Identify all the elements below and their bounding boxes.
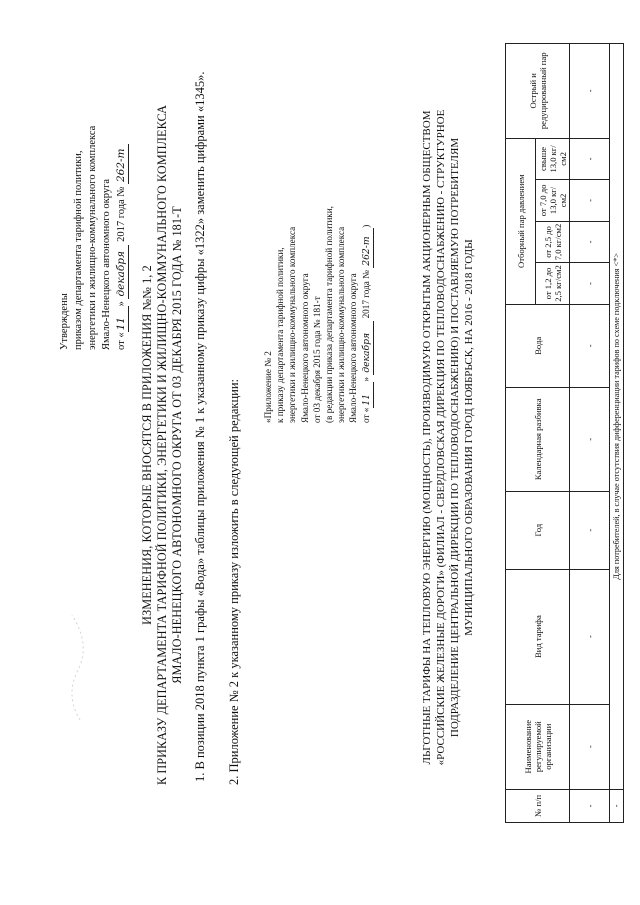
approval-month-handwritten: декабря: [114, 245, 129, 299]
appendix-line: энергетики и жилищно-коммунального комплекса: [336, 226, 347, 423]
subheader-steam: от 2,5 до 7,0 кг/см2: [536, 221, 570, 263]
paragraph-two: 2. Приложение № 2 к указанному приказу изложить в следующей редакции:: [227, 379, 241, 785]
tariff-title-line: ЛЬГОТНЫЕ ТАРИФЫ НА ТЕПЛОВУЮ ЭНЕРГИЮ (МОЩНОСТЬ), ПРОИЗВОДИМУЮ ОТКРЫТЫМ АКЦИОНЕРНЫМ ОБЩЕСТВОМ: [421, 110, 433, 765]
header-num: № п/п: [506, 789, 570, 822]
appendix-date-handwritten: 11: [361, 382, 374, 408]
approval-block: [58, 50, 129, 350]
header-tariff-type: Вид тарифа: [506, 569, 570, 704]
appendix-line: от 03 декабря 2015 года № 181-т: [311, 296, 322, 423]
table-cell: -: [570, 569, 610, 704]
appendix-month-handwritten: декабря: [361, 321, 374, 375]
header-calendar: Календарная разбивка: [506, 387, 570, 491]
appendix-number-handwritten: 262-т: [361, 228, 374, 268]
appendix-mid: »: [360, 374, 371, 382]
appendix-date-line: [360, 93, 374, 423]
table-cell: -: [570, 789, 610, 822]
table-cell: -: [570, 263, 610, 305]
paragraph-one: 1. В позиции 2018 пункта 1 графы «Вода» таблицы приложения № 1 к указанному приказу цифры «1322» заменить цифрами «1345».: [193, 71, 207, 782]
table-cell: -: [570, 44, 610, 139]
appendix-close: ): [360, 224, 371, 228]
appendix-line: (в редакции приказа департамента тарифной политики,: [324, 206, 335, 423]
approval-line: Ямало-Ненецкого автономного округа: [101, 178, 112, 350]
approval-date-handwritten: 11: [114, 306, 129, 332]
approval-year: 2017 года №: [116, 184, 127, 245]
subheader-steam: свыше 13,0 кг/см2: [536, 138, 570, 180]
approval-mid: »: [116, 298, 127, 307]
tariff-title-line: МУНИЦИПАЛЬНОГО ОБРАЗОВАНИЯ ГОРОД НОЯБРЬСК, НА 2016 - 2018 ГОДЫ: [463, 239, 475, 636]
faint-stamp-trace: [60, 605, 90, 725]
table-cell: -: [570, 138, 610, 180]
appendix-line: Ямало-Ненецкого автономного округа: [348, 273, 359, 423]
table-cell: -: [570, 491, 610, 569]
appendix-year: 2017 года №: [360, 267, 371, 321]
subheader-steam: от 1,2 до 2,5 кг/см2: [536, 263, 570, 305]
footnote-num: -: [610, 789, 624, 822]
footnote-text: Для потребителей, в случае отсутствия дифференциации тарифов по схеме подключения <*>: [610, 44, 624, 790]
heading-line: К ПРИКАЗУ ДЕПАРТАМЕНТА ТАРИФНОЙ ПОЛИТИКИ, ЭНЕРГЕТИКИ И ЖИЛИЩНО-КОММУНАЛЬНОГО КОМПЛЕКСА: [155, 104, 169, 786]
header-org: Наименование регулируемой организации: [506, 704, 570, 789]
approval-line: энергетики и жилищно-коммунального комплекса: [87, 125, 98, 350]
tariff-title-line: ПОДРАЗДЕЛЕНИЕ ЦЕНТРАЛЬНОЙ ДИРЕКЦИИ ПО ТЕПЛОВОДОСНАБЖЕНИЮ) И ПОСТАВЛЯЕМУЮ ПОТРЕБИТЕЛЯМ: [449, 137, 461, 738]
appendix-line: к приказу департамента тарифной политики,: [275, 247, 286, 423]
approval-date-line: [114, 50, 129, 350]
tariff-table: [505, 43, 624, 823]
table-row: [570, 44, 610, 823]
header-water: Вода: [506, 304, 570, 387]
table-cell: -: [570, 387, 610, 491]
appendix-from: от «: [360, 407, 371, 423]
subheader-steam: от 7,0 до 13,0 кг/см2: [536, 180, 570, 222]
appendix-block: [262, 93, 374, 423]
approval-number-handwritten: 262-т: [114, 144, 129, 184]
table-cell: -: [570, 180, 610, 222]
tariff-title-line: «РОССИЙСКИЕ ЖЕЛЕЗНЫЕ ДОРОГИ» (ФИЛИАЛ - СВЕРДЛОВСКАЯ ДИРЕКЦИЯ ПО ТЕПЛОВОДОСНАБЖЕНИЮ - СТРУКТУРНОЕ: [435, 109, 447, 766]
header-sharp-steam: Острый и редуцированный пар: [506, 44, 570, 139]
header-year: Год: [506, 491, 570, 569]
document-heading: [140, 65, 185, 825]
appendix-line: Ямало-Ненецкого автономного округа: [299, 273, 310, 423]
table-header-row: [506, 44, 536, 823]
approval-line: Утверждены: [59, 293, 70, 350]
table-cell: -: [570, 221, 610, 263]
table-footnote-row: [610, 44, 624, 823]
heading-line: ЯМАЛО-НЕНЕЦКОГО АВТОНОМНОГО ОКРУГА ОТ 03 ДЕКАБРЯ 2015 ГОДА № 181-Т: [170, 206, 184, 684]
table-cell: -: [570, 704, 610, 789]
approval-line: приказом департамента тарифной политики,: [73, 150, 84, 350]
header-steam: Отборный пар давлением: [506, 138, 536, 304]
approval-from: от «: [116, 332, 127, 350]
tariff-title: [420, 50, 476, 825]
appendix-line: энергетики и жилищно-коммунального комплекса: [287, 226, 298, 423]
heading-line: ИЗМЕНЕНИЯ, КОТОРЫЕ ВНОСЯТСЯ В ПРИЛОЖЕНИЯ №№ 1, 2: [140, 265, 154, 625]
table-cell: -: [570, 304, 610, 387]
appendix-line: «Приложение № 2: [263, 351, 273, 423]
